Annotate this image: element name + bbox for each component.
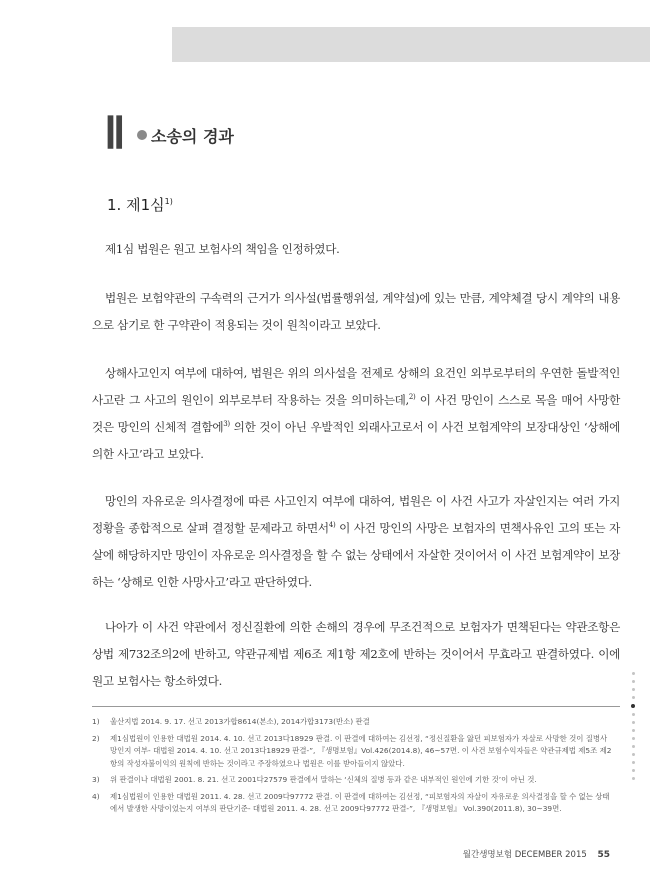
footnote-item [92,774,612,787]
page-dot [632,769,635,772]
footnote-text: 제1심법원이 인용한 대법원 2014. 4. 10. 선고 2013다18929 판결. 이 판결에 대하여는 김선정, “정신질환을 앓던 피보험자가 자살로 사망한 것이 질병사망인지 여부- 대법원 2014. 4. 10. 선고 2013다18929 판결-”, 『생명보험』Vol.426(2014.8), 46~57면. 이 사건 보험수익자들은 약관규제법 제5조 제2항의 작성자불이익의 원칙에 반하는 것이라고 주장하였으나 법원은 이를 받아들이지 않았다. [110,733,612,768]
page-dot [632,688,635,691]
footnote-ref: 4) [328,521,336,530]
footnote-number: 1) [92,717,100,726]
page-dot [632,696,635,699]
subsection-title [107,194,173,215]
page-dot [632,672,635,675]
paragraph-text: 망인의 자유로운 의사결정에 따른 사고인지 여부에 대하여, 법원은 이 사건 사고가 자살인지는 여러 가지 정황을 종합적으로 살펴 결정할 문제라고 하면서 [92,494,620,535]
page-dot [632,680,635,683]
paragraph-text: 이 사건 망인의 사망은 보험자의 면책사유인 고의 또는 자살에 해당하지만 망인이 자유로운 의사결정을 할 수 없는 상태에서 자살한 것이어서 이 사건 보험계약이 보장하는 ‘상해로 인한 사망사고’라고 판단하였다. [92,521,620,589]
subsection-title-text: 1. 제1심 [107,196,165,214]
section-title: 소송의 경과 [151,127,234,146]
footnote-number: 2) [92,733,100,743]
paragraph-text: 제1심 법원은 원고 보험사의 책임을 인정하였다. [105,242,340,256]
paragraph-1 [92,236,620,263]
page-dot [631,704,635,708]
page-dot [632,777,635,780]
page-footer [463,848,610,860]
footnote-text: 울산지법 2014. 9. 17. 선고 2013가합8614(본소), 2014가합3173(반소) 판결 [110,717,370,726]
paragraph-text: 이 사건 망인이 스스로 목을 매어 사망한 것은 망인의 신체적 결함에 [92,393,620,434]
footnote-item [92,791,612,816]
footnote-text: 위 판결이나 대법원 2001. 8. 21. 선고 2001다27579 판결에서 말하는 ‘신체의 질병 등과 같은 내부적인 원인에 기한 것’이 아닌 것. [110,775,537,784]
paragraph-2 [92,285,620,339]
page-dot [632,713,635,716]
footnote-number: 3) [92,775,100,784]
section-numeral: Ⅱ [104,109,125,158]
paragraph-4 [92,488,620,596]
page-dot [632,721,635,724]
footnote-divider [92,706,620,707]
header-bar [172,27,650,62]
paragraph-text: 법원은 보험약관의 구속력의 근거가 의사설(법률행위설, 계약설)에 있는 만큼, 계약체결 당시 계약의 내용으로 삼기로 한 구약관이 적용되는 것이 원칙이라고 보았다. [92,291,620,332]
footnote-text: 제1심법원이 인용한 대법원 2011. 4. 28. 선고 2009다97772 판결. 이 판결에 대하여는 김선정, “피보험자의 자살이 자유로운 의사결정을 할 수 없는 상태에서 발생한 사망이었는지 여부의 판단기준- 대법원 2011. 4. 28. 선고 2009다97772 판결-”, 『생명보험』 Vol.390(2011.8), 30~39면. [110,791,610,813]
paragraph-text: 나아가 이 사건 약관에서 정신질환에 의한 손해의 경우에 무조건적으로 보험자가 면책된다는 약관조항은 상법 제732조의2에 반하고, 약관규제법 제6조 제1항 제2호에 반하는 것이어서 무효라고 판결하였다. 이에 원고 보험사는 항소하였다. [92,620,620,688]
footnote-number: 4) [92,791,100,801]
paragraph-text: 상해사고인지 여부에 대하여, 법원은 위의 의사설을 전제로 상해의 요건인 외부로부터의 우연한 돌발적인 사고란 그 사고의 원인이 외부로부터 작용하는 것을 의미하는데, [92,366,620,407]
footnote-ref: 3) [223,420,230,429]
page-navigation-dots [631,672,637,785]
paragraph-3 [92,360,620,468]
footnote-list [92,716,612,820]
paragraph-5 [92,614,620,695]
footer-publication: 월간생명보험 [462,850,513,860]
footer-issue: DECEMBER 2015 [514,850,587,860]
footnote-item [92,716,612,729]
section-bullet-icon [137,130,147,140]
page-dot [632,761,635,764]
subsection-footnote-ref: 1) [164,197,173,206]
page-dot [632,753,635,756]
footnote-ref: 2) [408,393,416,402]
page-dot [632,745,635,748]
paragraph-text: 의한 것이 아닌 우발적인 외래사고로서 이 사건 보험계약의 보장대상인 ‘상해에 의한 사고’라고 보았다. [92,420,620,461]
footnote-item [92,733,612,771]
page-number: 55 [597,850,610,860]
page-dot [632,729,635,732]
page-dot [632,737,635,740]
